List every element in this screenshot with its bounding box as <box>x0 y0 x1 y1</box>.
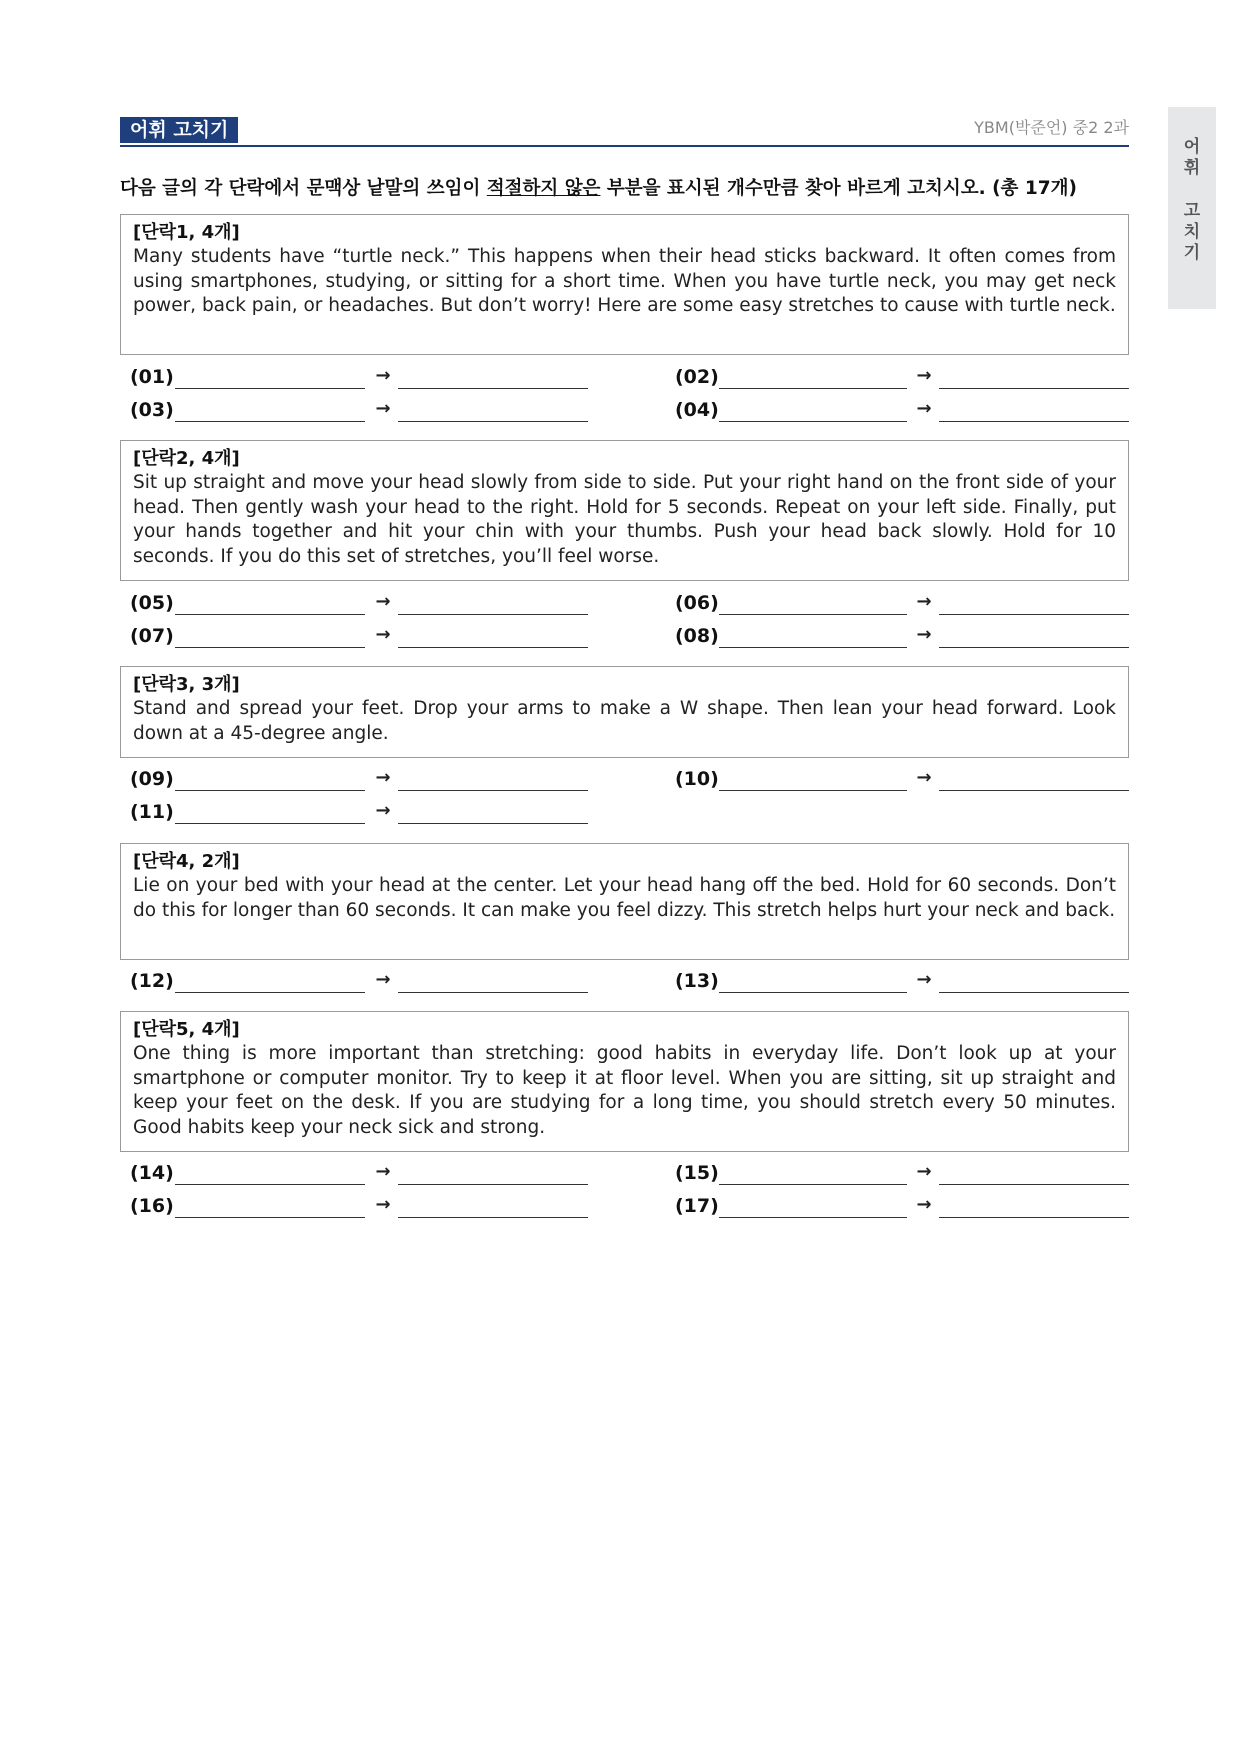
answer-item-10 <box>665 766 1129 796</box>
answer-item-02 <box>665 364 1129 394</box>
correct-word-blank[interactable] <box>939 647 1129 648</box>
answer-item-01 <box>120 364 590 394</box>
wrong-word-blank[interactable] <box>175 1184 365 1185</box>
answer-number: (12) <box>130 970 174 992</box>
paragraph-title: [단락4, 2개] <box>133 851 240 872</box>
answer-number: (03) <box>130 399 174 421</box>
paragraph-text: Stand and spread your feet. Drop your arms to make a W shape. Then lean your head forward. Look down at a 45-degree angle. <box>133 698 1116 744</box>
paragraph-title: [단락5, 4개] <box>133 1019 240 1040</box>
side-tab-char: 치 <box>1183 222 1201 242</box>
wrong-word-blank[interactable] <box>719 790 907 791</box>
correct-word-blank[interactable] <box>398 790 588 791</box>
answer-item-14 <box>120 1160 590 1190</box>
answer-number: (08) <box>675 625 719 647</box>
side-tab-char: 고 <box>1183 201 1201 221</box>
correct-word-blank[interactable] <box>939 1217 1129 1218</box>
wrong-word-blank[interactable] <box>175 647 365 648</box>
correct-word-blank[interactable] <box>939 992 1129 993</box>
answer-item-09 <box>120 766 590 796</box>
instruction-after: 부분을 표시된 개수만큼 찾아 바르게 고치시오. (총 17개) <box>600 178 1077 199</box>
arrow-icon: → <box>375 624 391 645</box>
paragraph-box-2 <box>120 440 1129 581</box>
paragraph-box-4 <box>120 843 1129 960</box>
arrow-icon: → <box>916 767 932 788</box>
correct-word-blank[interactable] <box>398 421 588 422</box>
answer-number: (07) <box>130 625 174 647</box>
instruction-before: 다음 글의 각 단락에서 문맥상 낱말의 쓰임이 <box>120 178 487 199</box>
answer-item-17 <box>665 1193 1129 1223</box>
answer-row <box>120 623 1129 653</box>
correct-word-blank[interactable] <box>398 1184 588 1185</box>
side-tab-char: 어 <box>1183 137 1201 157</box>
answer-number: (13) <box>675 970 719 992</box>
arrow-icon: → <box>375 800 391 821</box>
wrong-word-blank[interactable] <box>719 614 907 615</box>
answer-number: (11) <box>130 801 174 823</box>
wrong-word-blank[interactable] <box>175 421 365 422</box>
instruction-text <box>120 174 1077 200</box>
answer-row <box>120 397 1129 427</box>
correct-word-blank[interactable] <box>939 790 1129 791</box>
answer-item-07 <box>120 623 590 653</box>
arrow-icon: → <box>375 591 391 612</box>
paragraph-box-3 <box>120 666 1129 758</box>
wrong-word-blank[interactable] <box>175 1217 365 1218</box>
answer-item-03 <box>120 397 590 427</box>
answer-number: (05) <box>130 592 174 614</box>
section-title: 어휘 고치기 <box>120 117 238 143</box>
answer-row <box>120 364 1129 394</box>
arrow-icon: → <box>916 591 932 612</box>
paragraph-text: Many students have “turtle neck.” This happens when their head sticks backward. It often comes from using smartphones, studying, or sitting for a short time. When you have turtle neck, you may get neck power, back pain, or headaches. But don’t worry! Here are some easy stretches to cause with turtle neck. <box>133 246 1116 316</box>
side-tab-char: 휘 <box>1183 158 1201 178</box>
answer-item-12 <box>120 968 590 998</box>
answer-row <box>120 799 1129 829</box>
wrong-word-blank[interactable] <box>175 823 365 824</box>
side-tab-char: 기 <box>1183 243 1201 263</box>
arrow-icon: → <box>375 969 391 990</box>
answer-row <box>120 968 1129 998</box>
correct-word-blank[interactable] <box>939 421 1129 422</box>
wrong-word-blank[interactable] <box>719 992 907 993</box>
arrow-icon: → <box>916 398 932 419</box>
textbook-info: YBM(박준언) 중2 2과 <box>974 118 1129 137</box>
wrong-word-blank[interactable] <box>719 1184 907 1185</box>
correct-word-blank[interactable] <box>939 614 1129 615</box>
paragraph-title: [단락1, 4개] <box>133 222 240 243</box>
answer-number: (17) <box>675 1195 719 1217</box>
answer-row <box>120 590 1129 620</box>
arrow-icon: → <box>375 365 391 386</box>
arrow-icon: → <box>375 1194 391 1215</box>
answer-item-13 <box>665 968 1129 998</box>
instruction-underlined: 적절하지 않은 <box>486 178 601 199</box>
correct-word-blank[interactable] <box>398 614 588 615</box>
answer-number: (14) <box>130 1162 174 1184</box>
correct-word-blank[interactable] <box>398 1217 588 1218</box>
answer-number: (10) <box>675 768 719 790</box>
wrong-word-blank[interactable] <box>719 1217 907 1218</box>
answer-number: (06) <box>675 592 719 614</box>
page-header <box>120 117 1129 147</box>
arrow-icon: → <box>916 1194 932 1215</box>
arrow-icon: → <box>916 1161 932 1182</box>
correct-word-blank[interactable] <box>398 823 588 824</box>
wrong-word-blank[interactable] <box>719 388 907 389</box>
arrow-icon: → <box>375 767 391 788</box>
correct-word-blank[interactable] <box>939 1184 1129 1185</box>
answer-item-11 <box>120 799 590 829</box>
answer-item-15 <box>665 1160 1129 1190</box>
wrong-word-blank[interactable] <box>175 790 365 791</box>
answer-row <box>120 766 1129 796</box>
paragraph-text: One thing is more important than stretching: good habits in everyday life. Don’t look up at your smartphone or computer monitor. Try to keep it at floor level. When you are sitting, sit up straight and keep your feet on the desk. If you are studying for a long time, you should stretch every 50 minutes. Good habits keep your neck sick and strong. <box>133 1043 1116 1138</box>
correct-word-blank[interactable] <box>398 647 588 648</box>
arrow-icon: → <box>375 1161 391 1182</box>
paragraph-text: Sit up straight and move your head slowly from side to side. Put your right hand on the front side of your head. Then gently wash your head to the right. Hold for 5 seconds. Repeat on your left side. Finally, put your hands together and hit your chin with your thumbs. Push your head back slowly. Hold for 10 seconds. If you do this set of stretches, you’ll feel worse. <box>133 472 1116 567</box>
arrow-icon: → <box>916 969 932 990</box>
paragraph-box-5 <box>120 1011 1129 1152</box>
answer-item-04 <box>665 397 1129 427</box>
side-index-tab <box>1168 107 1216 309</box>
paragraph-text: Lie on your bed with your head at the center. Let your head hang off the bed. Hold for 60 seconds. Don’t do this for longer than 60 seconds. It can make you feel dizzy. This stretch helps hurt your neck and back. <box>133 875 1116 921</box>
answer-item-16 <box>120 1193 590 1223</box>
arrow-icon: → <box>375 398 391 419</box>
wrong-word-blank[interactable] <box>175 388 365 389</box>
answer-number: (04) <box>675 399 719 421</box>
wrong-word-blank[interactable] <box>175 614 365 615</box>
answer-number: (09) <box>130 768 174 790</box>
wrong-word-blank[interactable] <box>175 992 365 993</box>
answer-item-06 <box>665 590 1129 620</box>
arrow-icon: → <box>916 365 932 386</box>
correct-word-blank[interactable] <box>398 388 588 389</box>
answer-number: (01) <box>130 366 174 388</box>
answer-row <box>120 1193 1129 1223</box>
paragraph-box-1 <box>120 214 1129 355</box>
answer-row <box>120 1160 1129 1190</box>
paragraph-title: [단락2, 4개] <box>133 448 240 469</box>
answer-number: (02) <box>675 366 719 388</box>
arrow-icon: → <box>916 624 932 645</box>
answer-item-05 <box>120 590 590 620</box>
wrong-word-blank[interactable] <box>719 647 907 648</box>
wrong-word-blank[interactable] <box>719 421 907 422</box>
answer-number: (16) <box>130 1195 174 1217</box>
correct-word-blank[interactable] <box>398 992 588 993</box>
paragraph-title: [단락3, 3개] <box>133 674 240 695</box>
correct-word-blank[interactable] <box>939 388 1129 389</box>
answer-item-08 <box>665 623 1129 653</box>
answer-number: (15) <box>675 1162 719 1184</box>
